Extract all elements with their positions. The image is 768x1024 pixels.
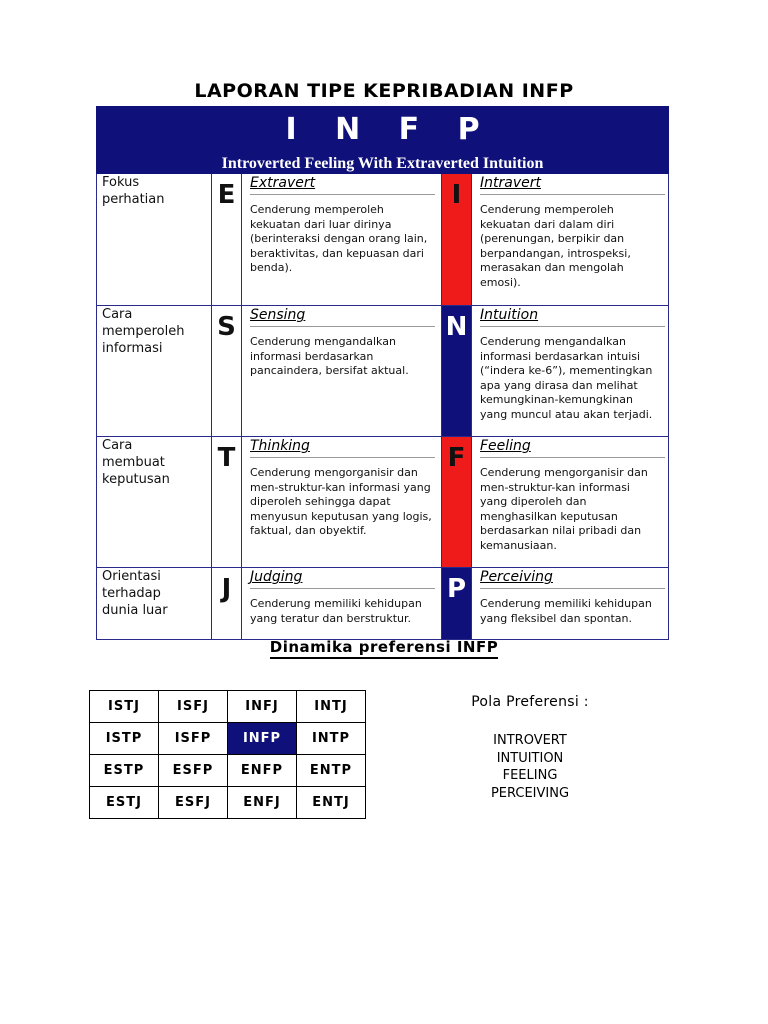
trait-intravert xyxy=(472,174,669,306)
grid-row xyxy=(90,723,366,755)
trait-description: Cenderung memiliki kehidupan yang fleksibel dan spontan. xyxy=(480,597,652,625)
trait-name: Feeling xyxy=(480,437,665,458)
trait-extravert xyxy=(242,174,442,306)
letter-e: E xyxy=(212,174,242,306)
trait-thinking xyxy=(242,437,442,568)
letter-f: F xyxy=(442,437,472,568)
type-grid xyxy=(89,690,366,819)
trait-name: Perceiving xyxy=(480,568,665,589)
grid-row xyxy=(90,787,366,819)
trait-name: Extravert xyxy=(250,174,435,195)
grid-cell: INFJ xyxy=(228,691,297,723)
letter-s: S xyxy=(212,306,242,437)
trait-intuition xyxy=(472,306,669,437)
grid-cell: ESFP xyxy=(159,755,228,787)
trait-perceiving xyxy=(472,568,669,640)
grid-row xyxy=(90,755,366,787)
letter-t: T xyxy=(212,437,242,568)
type-subtitle: Introverted Feeling With Extraverted Intuition xyxy=(221,155,544,172)
trait-name: Sensing xyxy=(250,306,435,327)
preference-list xyxy=(420,732,640,802)
grid-cell: INTP xyxy=(297,723,366,755)
personality-report-table xyxy=(96,106,669,640)
letter-n: N xyxy=(442,306,472,437)
grid-cell: ISTP xyxy=(90,723,159,755)
grid-row xyxy=(90,691,366,723)
trait-description: Cenderung mengorganisir dan men-struktur-kan informasi yang diperoleh sehingga dapat menyusun keputusan yang logis, faktual, dan obyektif. xyxy=(250,466,432,537)
dimension-category: Orientasi terhadap dunia luar xyxy=(97,568,212,640)
trait-description: Cenderung mengandalkan informasi berdasarkan pancaindera, bersifat aktual. xyxy=(250,335,409,377)
trait-description: Cenderung mengorganisir dan men-struktur-kan informasi yang diperoleh dan menghasilkan keputusan berdasarkan nilai pribadi dan kemanusiaan. xyxy=(480,466,648,552)
grid-cell: INTJ xyxy=(297,691,366,723)
letter-p: P xyxy=(442,568,472,640)
dimension-row xyxy=(97,568,669,640)
grid-cell: ISFJ xyxy=(159,691,228,723)
trait-name: Judging xyxy=(250,568,435,589)
trait-description: Cenderung mengandalkan informasi berdasarkan intuisi (“indera ke-6”), mementingkan apa yang dirasa dan melihat kemungkinan-kemungkinan yang muncul atau akan terjadi. xyxy=(480,335,653,421)
dimension-category: Fokus perhatian xyxy=(97,174,212,306)
letter-i: I xyxy=(442,174,472,306)
grid-cell: ISTJ xyxy=(90,691,159,723)
preference-item: PERCEIVING xyxy=(490,785,570,801)
trait-name: Intuition xyxy=(480,306,665,327)
preference-pattern-title: Pola Preferensi : xyxy=(471,694,589,710)
preference-item: INTUITION xyxy=(496,750,564,766)
trait-judging xyxy=(242,568,442,640)
grid-cell: ENTJ xyxy=(297,787,366,819)
grid-cell: ESTJ xyxy=(90,787,159,819)
grid-cell: ESFJ xyxy=(159,787,228,819)
trait-name: Intravert xyxy=(480,174,665,195)
dynamics-title xyxy=(0,638,768,656)
dimension-row xyxy=(97,437,669,568)
type-banner xyxy=(97,107,669,174)
dimension-row xyxy=(97,174,669,306)
dimension-row xyxy=(97,306,669,437)
grid-cell: ESTP xyxy=(90,755,159,787)
grid-cell: ENFJ xyxy=(228,787,297,819)
preference-pattern xyxy=(420,694,640,802)
dimension-category: Cara memperoleh informasi xyxy=(97,306,212,437)
dimension-category: Cara membuat keputusan xyxy=(97,437,212,568)
trait-description: Cenderung memiliki kehidupan yang teratur dan berstruktur. xyxy=(250,597,422,625)
document-title: LAPORAN TIPE KEPRIBADIAN INFP xyxy=(194,80,574,102)
trait-description: Cenderung memperoleh kekuatan dari dalam diri (perenungan, berpikir dan berpandangan, introspeksi, merasakan dan mengolah emosi). xyxy=(480,203,631,289)
preference-item: FEELING xyxy=(502,768,558,783)
letter-j: J xyxy=(212,568,242,640)
trait-feeling xyxy=(472,437,669,568)
preference-item: INTROVERT xyxy=(493,733,567,748)
trait-name: Thinking xyxy=(250,437,435,458)
dynamics-title-text: Dinamika preferensi INFP xyxy=(270,638,498,659)
trait-sensing xyxy=(242,306,442,437)
type-code: I N F P xyxy=(285,112,494,147)
grid-cell-highlighted: INFP xyxy=(228,723,297,755)
trait-description: Cenderung memperoleh kekuatan dari luar dirinya (berinteraksi dengan orang lain, beraktivitas, dan kepuasan dari benda). xyxy=(250,203,428,274)
grid-cell: ENTP xyxy=(297,755,366,787)
grid-cell: ISFP xyxy=(159,723,228,755)
grid-cell: ENFP xyxy=(228,755,297,787)
